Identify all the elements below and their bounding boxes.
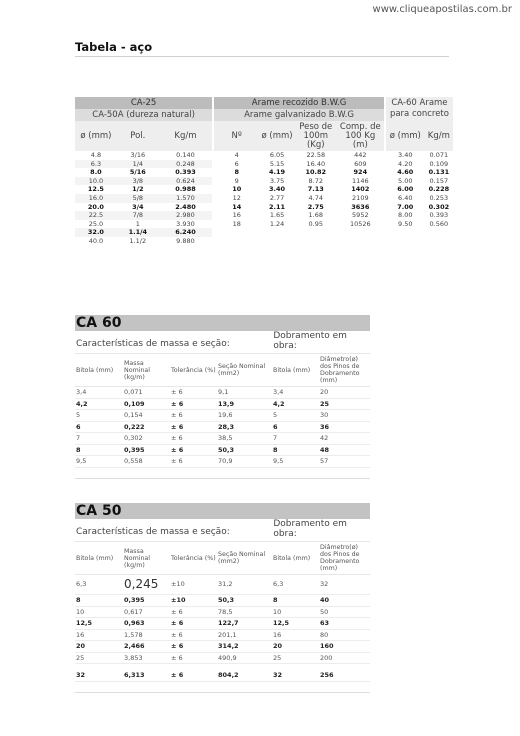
table-cell: 1.1/2: [129, 236, 147, 245]
table-cell: 16.40: [306, 159, 326, 168]
table-cell: 0.393: [429, 211, 449, 220]
table-cell: 4.74: [308, 193, 324, 202]
table-cell: 14: [213, 203, 259, 212]
ca50-column-headers: [75, 542, 370, 575]
table-cell: ± 6: [171, 422, 184, 431]
table-cell: 25: [273, 653, 282, 662]
table-cell: [295, 237, 337, 246]
table-cell: 18: [213, 220, 259, 229]
table-cell: 2.75: [307, 202, 324, 211]
table-cell: 5: [273, 411, 278, 419]
table-cell: 0,395: [124, 596, 145, 604]
col-massa-nominal: Massa Nominal (kg/m): [124, 547, 151, 569]
title-divider: [75, 56, 449, 57]
table-cell: 5/8: [117, 194, 159, 203]
table-cell: 8: [213, 168, 259, 177]
table-cell: [213, 228, 259, 237]
table-cell: 1/4: [117, 160, 159, 169]
table-row: [75, 422, 370, 434]
table-cell: 3/16: [130, 151, 146, 159]
table-cell: 70,9: [218, 457, 233, 465]
table-cell: 16: [76, 630, 85, 639]
table-cell: 10.82: [305, 168, 327, 177]
table-cell: 9,1: [218, 388, 229, 396]
table-cell: 924: [353, 168, 368, 177]
table-cell: 2.77: [269, 193, 285, 202]
table-cell: 5.00: [385, 177, 425, 186]
table-cell: ± 6: [171, 388, 183, 396]
table-cell: 6,3: [273, 580, 284, 588]
table-cell: 0.248: [159, 160, 213, 169]
col-secao-nominal: Seção Nominal (mm2): [218, 551, 266, 565]
table-cell: 5.15: [269, 159, 285, 168]
table-cell: ± 6: [171, 642, 184, 650]
table-cell: 1.24: [269, 219, 285, 228]
table-cell: 6: [76, 422, 81, 431]
table-cell: 0.988: [175, 185, 196, 194]
table-cell: 16: [213, 211, 259, 220]
col-tolerancia: Tolerância (%): [171, 554, 216, 562]
ca50-bend-subtitle: Dobramento em obra:: [273, 519, 347, 539]
table-row: [75, 410, 370, 422]
table-cell: 13,9: [218, 399, 235, 408]
table-cell: 1: [135, 219, 140, 228]
site-url[interactable]: www.cliqueapostilas.com.br: [372, 4, 512, 15]
table-cell: 3/8: [117, 177, 159, 186]
table-cell: 0.140: [176, 151, 195, 159]
table-row: [75, 177, 453, 186]
ca60-column-headers: [75, 354, 370, 387]
table-cell: 1146: [352, 176, 369, 185]
table-row: [75, 387, 370, 399]
table-cell: 32: [320, 580, 329, 588]
table-cell: 0,963: [124, 619, 145, 627]
table-cell: 10: [213, 185, 259, 194]
ca60-title: CA 60: [75, 315, 370, 331]
table-cell: 32: [76, 671, 86, 679]
table-cell: 48: [320, 445, 330, 454]
col-bitola-dobramento: Bitola (mm): [273, 554, 311, 562]
table-row: [75, 151, 453, 160]
ca60-mass-subtitle: Características de massa e seção:: [76, 339, 230, 349]
table-cell: 6.40: [385, 194, 425, 203]
table-cell: [213, 237, 259, 246]
table-cell: 1402: [351, 185, 370, 194]
table-cell: [337, 237, 385, 246]
table-cell: 4.19: [269, 168, 286, 177]
table-cell: 9,5: [76, 457, 87, 465]
table-cell: 32: [273, 671, 283, 679]
table-row: [75, 575, 370, 595]
table-cell: 9,5: [273, 457, 284, 465]
table-cell: 1/2: [132, 185, 144, 194]
table-cell: 36: [320, 422, 330, 431]
table-cell: 0,395: [124, 445, 145, 454]
table-cell: 9.880: [176, 236, 195, 245]
col-diametro-pinos: Diâmetro(ø) dos Pinos de Dobramento (mm): [320, 356, 360, 384]
table-cell: 32.0: [75, 228, 117, 237]
table-cell: 0.393: [175, 168, 196, 177]
table-cell: 0.624: [159, 177, 213, 186]
table-cell: 8: [76, 596, 81, 604]
table-cell: [385, 237, 425, 246]
table-cell: [337, 228, 385, 237]
table-cell: 5952: [352, 211, 369, 220]
col-diametro-ca60: ø (mm): [385, 121, 425, 151]
table-cell: 3,4: [273, 388, 284, 396]
table-cell: 442: [354, 151, 367, 159]
table-cell: 80: [320, 630, 329, 639]
table-cell: 609: [354, 159, 367, 168]
table-cell: 31,2: [218, 580, 233, 588]
table-cell: 0,071: [124, 388, 143, 396]
table-cell: 3.930: [176, 219, 195, 228]
table-cell: 9: [213, 177, 259, 186]
ca60-bend-subtitle: Dobramento em obra:: [273, 331, 347, 351]
table-cell: 3636: [351, 202, 370, 211]
header-ca25: CA-25: [75, 97, 213, 109]
table-cell: 20: [76, 642, 86, 650]
ca60-section: [75, 315, 370, 479]
table-cell: [259, 228, 295, 237]
col-comp-100kg: Comp. de 100 Kg (m): [337, 121, 385, 151]
table-cell: [425, 228, 453, 237]
table-cell: ±10: [171, 596, 186, 604]
col-polegada: Pol.: [117, 121, 159, 151]
table-cell: 78,5: [218, 607, 233, 616]
col-kgm-ca60: Kg/m: [425, 121, 453, 151]
col-bitola: Bitola (mm): [76, 366, 114, 374]
col-peso-100m: Peso de 100m (Kg): [295, 121, 337, 151]
table-cell: 25: [76, 653, 85, 662]
table-cell: 4,2: [273, 399, 285, 408]
table-cell: 1.570: [159, 194, 213, 203]
table-cell: ± 6: [171, 630, 183, 639]
table-cell: 1.1/4: [117, 228, 159, 237]
table-cell: [385, 228, 425, 237]
table-cell: 3,853: [124, 653, 143, 662]
table-cell: ± 6: [171, 457, 183, 465]
table-cell: 0,617: [124, 607, 143, 616]
table-cell: 0.95: [308, 219, 324, 228]
table-cell: 8.0: [90, 168, 102, 177]
table-cell: 256: [320, 671, 334, 679]
table-cell: ± 6: [171, 653, 183, 662]
table-cell: 20.0: [87, 202, 104, 211]
table-cell: 1.65: [269, 211, 285, 220]
table-row: [75, 228, 453, 237]
table-cell: 4.20: [385, 160, 425, 169]
table-cell: 160: [320, 642, 334, 650]
table-cell: 6,3: [76, 580, 87, 588]
col-kgm: Kg/m: [159, 121, 213, 151]
table-cell: 6.240: [159, 228, 213, 237]
table-cell: 50: [320, 607, 329, 616]
table-row: [75, 595, 370, 607]
table-cell: ± 6: [171, 607, 183, 616]
table-cell: 122,7: [218, 619, 239, 627]
col-diametro-arame: ø (mm): [259, 121, 295, 151]
table-cell: 6: [273, 422, 278, 431]
table-cell: 9.50: [385, 220, 425, 229]
table-cell: 5: [76, 411, 81, 419]
table-row: [75, 433, 370, 445]
table-cell: 0.131: [428, 168, 450, 177]
table-cell: 4,2: [76, 399, 88, 408]
table-cell: 12: [213, 194, 259, 203]
table-cell: 6.05: [269, 151, 285, 159]
table-row: [75, 456, 370, 468]
col-bitola: Bitola (mm): [76, 554, 114, 562]
table-cell: 0,245: [124, 577, 159, 591]
table-cell: 12,5: [76, 619, 93, 627]
table-cell: 7/8: [117, 211, 159, 220]
table-cell: 2.980: [159, 211, 213, 220]
table-cell: 0.253: [429, 193, 449, 202]
table-cell: 8.72: [308, 176, 324, 185]
table-cell: ± 6: [171, 399, 184, 408]
table-row: [75, 618, 370, 630]
header-arame-galvanizado: Arame galvanizado B.W.G: [213, 109, 385, 121]
table-cell: 804,2: [218, 671, 239, 679]
table-cell: 2109: [352, 193, 369, 202]
table-cell: 1,578: [124, 630, 143, 639]
table-cell: ±10: [171, 580, 185, 588]
col-diametro-pinos: Diâmetro(ø) dos Pinos de Dobramento (mm): [320, 544, 360, 572]
table-cell: 7.00: [385, 203, 425, 212]
table-cell: 0,109: [124, 399, 145, 408]
col-numero: Nº: [213, 121, 259, 151]
table-cell: 19,6: [218, 411, 233, 419]
table-cell: 490,9: [218, 653, 237, 662]
table-row: [75, 237, 453, 246]
table-cell: 10.0: [75, 177, 117, 186]
table-cell: 0.157: [429, 176, 449, 185]
ca50-section: [75, 503, 370, 693]
table-cell: 8: [273, 596, 278, 604]
ca50-mass-subtitle: Características de massa e seção:: [76, 527, 230, 537]
table-cell: 2.11: [269, 202, 286, 211]
table-cell: 6.00: [385, 185, 425, 194]
ca60-bottom-rule: [75, 478, 370, 479]
table-cell: 22.5: [75, 211, 117, 220]
table-cell: 2.480: [175, 202, 196, 211]
table-cell: 0,222: [124, 422, 145, 431]
header-ca60-arame: CA-60 Arame para concreto: [385, 97, 453, 121]
table-cell: 4.8: [90, 151, 102, 159]
col-secao-nominal: Seção Nominal (mm2): [218, 363, 266, 377]
table-cell: 6: [213, 160, 259, 169]
table-cell: 4.60: [385, 168, 425, 177]
table-row: [75, 160, 453, 169]
table-cell: 6,313: [124, 671, 145, 679]
table-cell: ± 6: [171, 411, 183, 419]
table-cell: 16.0: [75, 194, 117, 203]
col-massa-nominal: Massa Nominal (kg/m): [124, 359, 151, 381]
table-cell: 22.58: [306, 151, 326, 159]
table-cell: 0,558: [124, 457, 143, 465]
table-cell: 3/4: [132, 202, 144, 211]
table-cell: 4: [213, 151, 259, 160]
table-cell: 30: [320, 411, 329, 419]
table-row: [75, 670, 370, 682]
table-cell: 0.302: [428, 202, 450, 211]
table-cell: 3,4: [76, 388, 87, 396]
table-cell: 57: [320, 457, 329, 465]
table-cell: [259, 237, 295, 246]
table-cell: 20: [320, 388, 329, 396]
table-cell: ± 6: [171, 619, 184, 627]
table-row: [75, 211, 453, 220]
ca50-title: CA 50: [75, 503, 370, 519]
table-cell: ± 6: [171, 445, 184, 454]
table-cell: 3.40: [385, 151, 425, 160]
table-cell: 200: [320, 653, 333, 662]
table-cell: 20: [273, 642, 283, 650]
col-bitola-dobramento: Bitola (mm): [273, 366, 311, 374]
steel-wire-table: [75, 97, 453, 246]
table-cell: 0.560: [429, 219, 449, 228]
table-cell: 38,5: [218, 434, 233, 442]
table-cell: 3.40: [269, 185, 286, 194]
header-ca50a: CA-50A (dureza natural): [75, 109, 213, 121]
table-cell: 12.5: [87, 185, 104, 194]
table-row: [75, 168, 453, 177]
table-cell: 0.071: [429, 151, 449, 159]
table-row: [75, 630, 370, 642]
table-cell: 7: [76, 434, 81, 442]
table-row: [75, 653, 370, 665]
table-cell: [295, 228, 337, 237]
table-cell: 10: [76, 607, 85, 616]
table-cell: ± 6: [171, 434, 183, 442]
table-row: [75, 445, 370, 457]
table-cell: 16: [273, 630, 282, 639]
table-cell: 7.13: [307, 185, 324, 194]
table-cell: 7: [273, 434, 278, 442]
col-tolerancia: Tolerância (%): [171, 366, 216, 374]
table-cell: 3.75: [269, 176, 285, 185]
table-cell: 42: [320, 434, 329, 442]
table-cell: 50,3: [218, 596, 235, 604]
table-row: [75, 641, 370, 653]
table-cell: 8: [76, 445, 81, 454]
table-row: [75, 203, 453, 212]
table-cell: 5/16: [129, 168, 146, 177]
table-cell: 0,154: [124, 411, 143, 419]
table-cell: 1.68: [308, 211, 324, 220]
table-cell: 2,466: [124, 642, 145, 650]
col-diametro: ø (mm): [75, 121, 117, 151]
table-cell: 10: [273, 607, 282, 616]
page-title: Tabela - aço: [75, 40, 153, 54]
table-cell: 28,3: [218, 422, 235, 431]
table-cell: 40.0: [88, 236, 104, 245]
table-cell: 0.228: [428, 185, 450, 194]
table-cell: 50,3: [218, 445, 235, 454]
table-cell: ± 6: [171, 671, 184, 679]
table-row: [75, 399, 370, 411]
table-cell: 40: [320, 596, 330, 604]
table-cell: 25.0: [88, 219, 104, 228]
table-cell: 0.109: [429, 159, 449, 168]
table-row: [75, 220, 453, 229]
table-cell: 25: [320, 399, 330, 408]
table-cell: [425, 237, 453, 246]
table-cell: 10526: [349, 219, 371, 228]
table-cell: 314,2: [218, 642, 239, 650]
table-cell: 201,1: [218, 630, 237, 639]
table-row: [75, 185, 453, 194]
table-row: [75, 194, 453, 203]
table-cell: 6.3: [75, 160, 117, 169]
ca50-bottom-rule: [75, 692, 370, 693]
table-cell: 0,302: [124, 434, 143, 442]
header-arame-recozido: Arame recozido B.W.G: [213, 97, 385, 109]
table-row: [75, 607, 370, 619]
table-cell: 12,5: [273, 619, 290, 627]
table-cell: 8: [273, 445, 278, 454]
table-cell: 8.00: [385, 211, 425, 220]
table-cell: 63: [320, 619, 330, 627]
